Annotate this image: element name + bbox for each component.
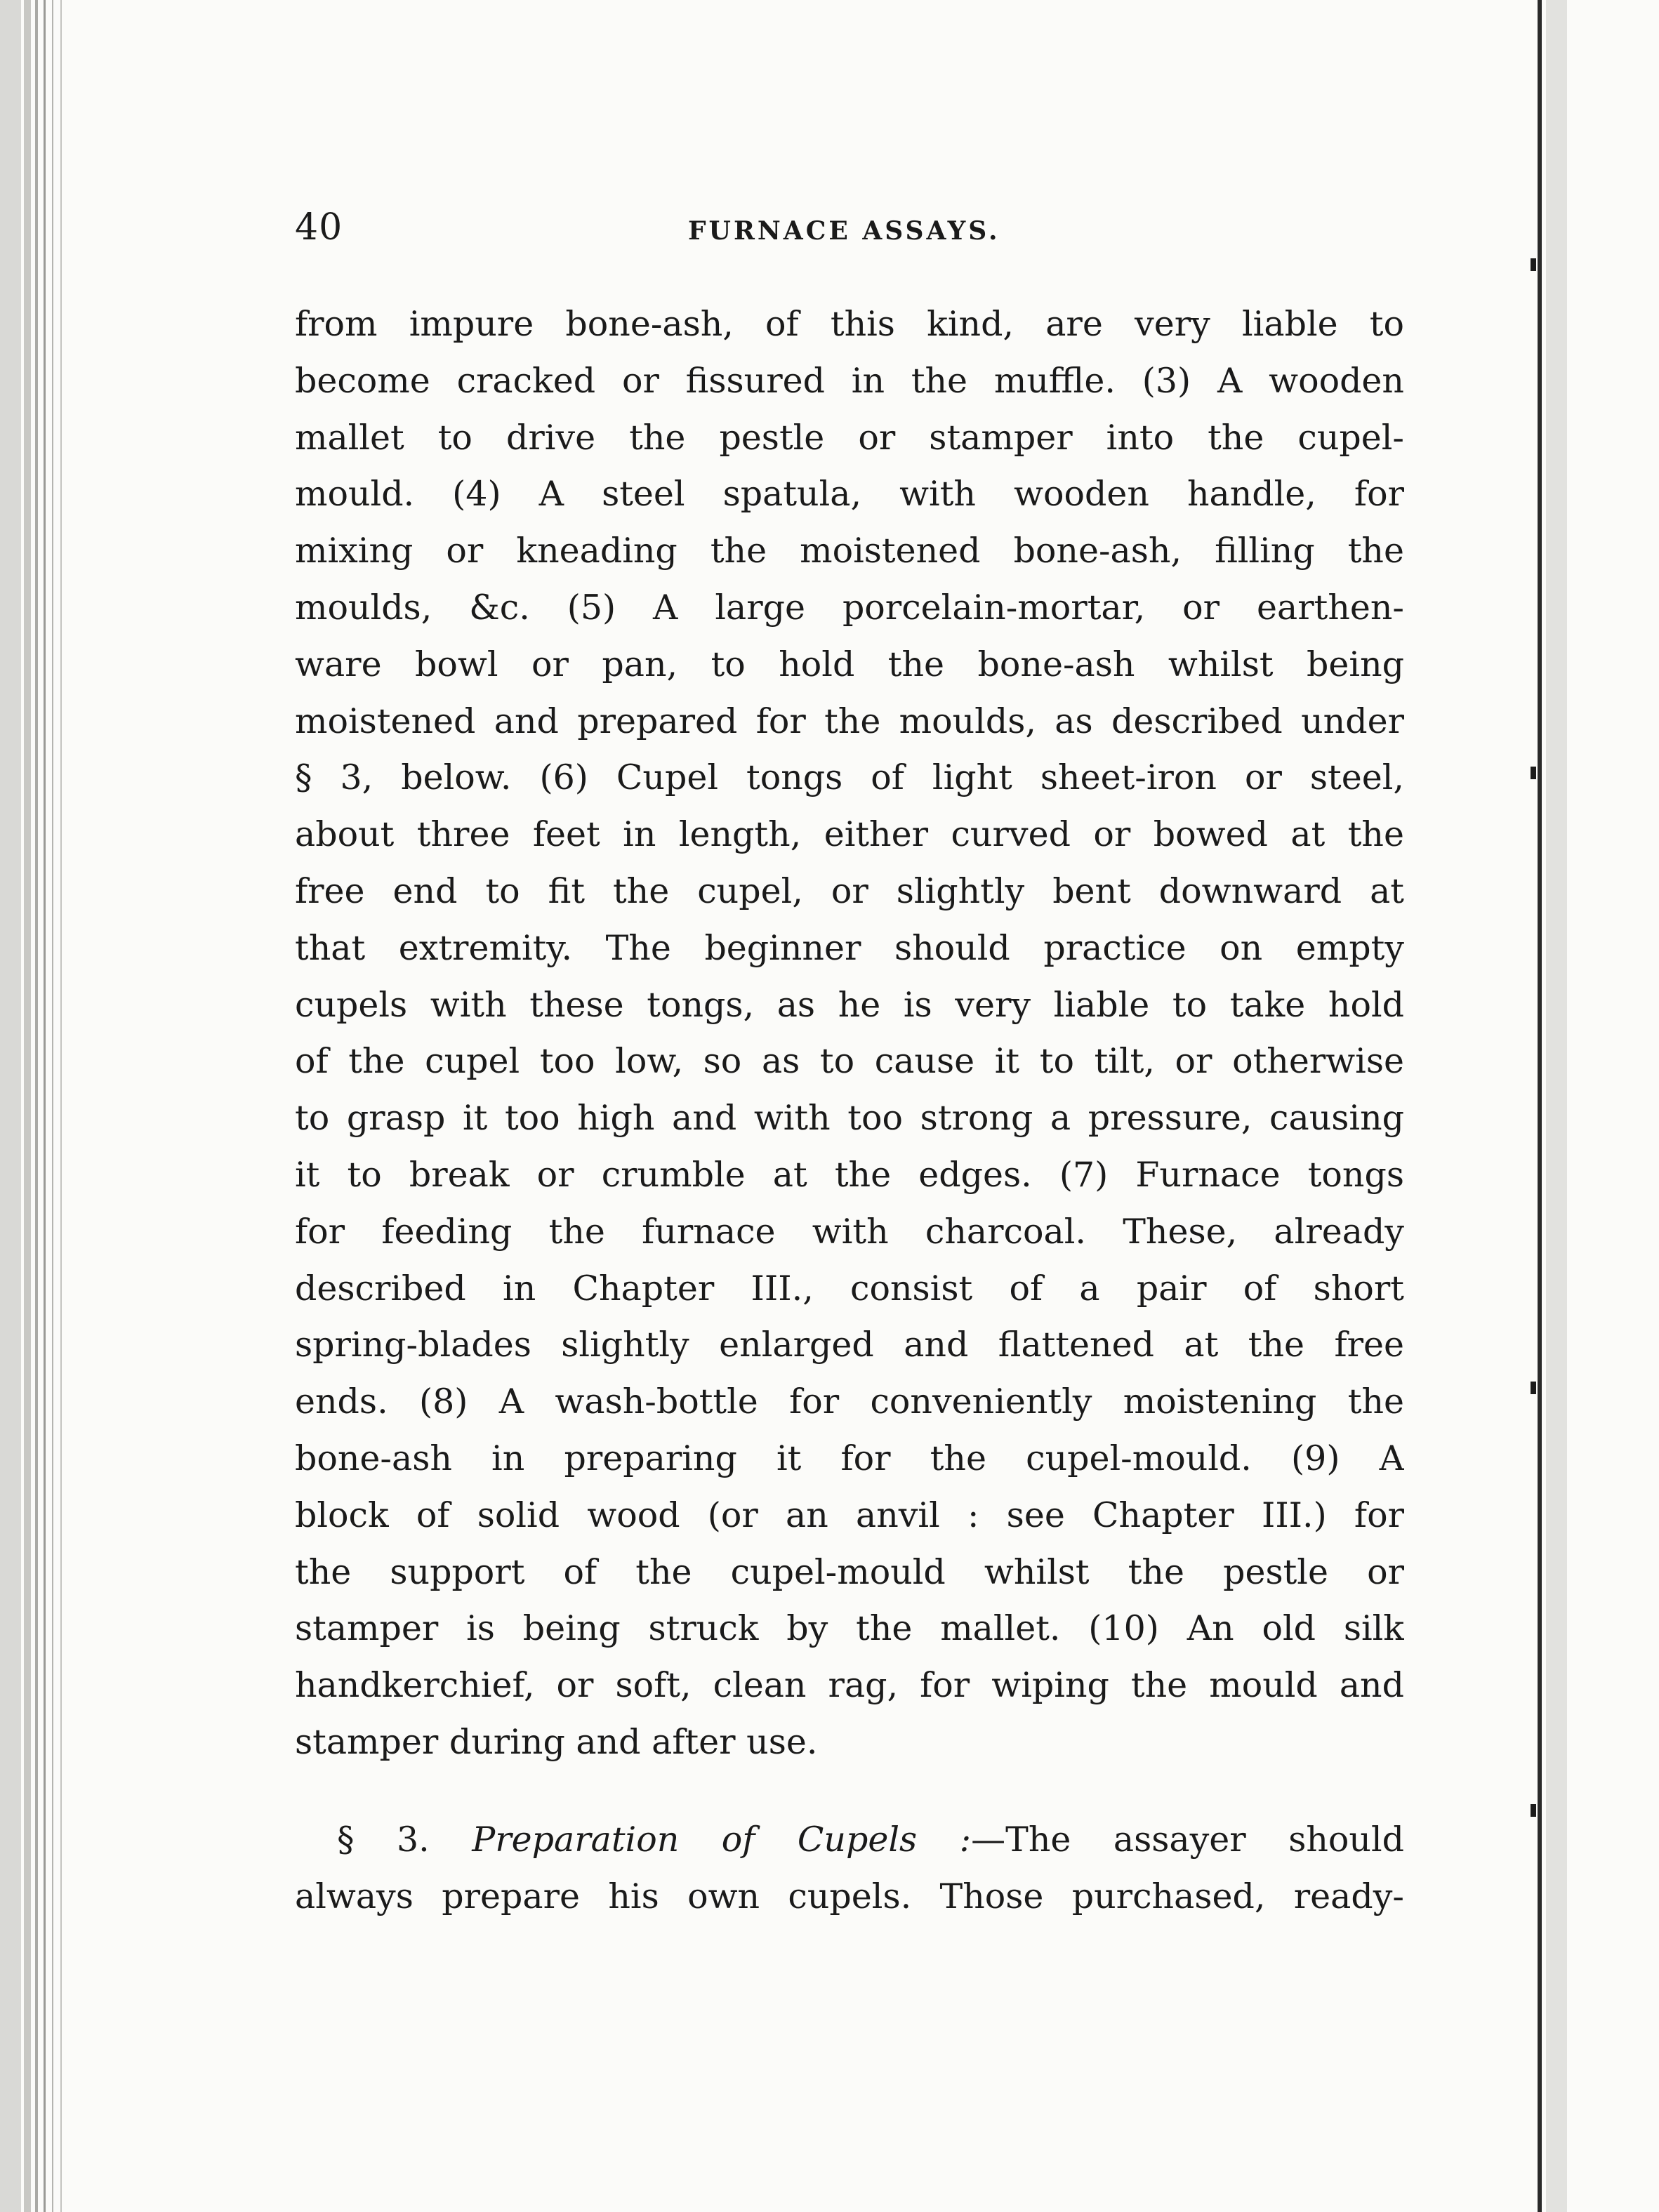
binding-edge xyxy=(35,0,38,2212)
text-line: handkerchief, or soft, clean rag, for wiping the mould and xyxy=(295,1665,1404,1706)
text-line: block of solid wood (or an anvil : see Chapter III.) for xyxy=(295,1495,1404,1535)
text-line: ends. (8) A wash-bottle for conveniently moistening the xyxy=(295,1382,1404,1422)
text-line: from impure bone-ash, of this kind, are very liable to xyxy=(295,304,1404,344)
text-line: that extremity. The beginner should practice on empty xyxy=(295,927,1404,968)
text-line: the support of the cupel-mould whilst the pestle or xyxy=(295,1551,1404,1592)
text-line: about three feet in length, either curved or bowed at the xyxy=(295,814,1404,855)
binding-edge xyxy=(44,0,46,2212)
text-line: cupels with these tongs, as he is very liable to take hold xyxy=(295,984,1404,1025)
text-line: ware bowl or pan, to hold the bone-ash whilst being xyxy=(295,644,1404,684)
text-line: for feeding the furnace with charcoal. These, already xyxy=(295,1211,1404,1252)
text-line: § 3, below. (6) Cupel tongs of light sheet-iron or steel, xyxy=(295,757,1404,798)
edge-mark xyxy=(1531,1382,1536,1394)
edge-mark xyxy=(1531,258,1536,271)
text-line: mould. (4) A steel spatula, with wooden handle, for xyxy=(295,474,1404,515)
section-mark: § 3. xyxy=(337,1819,430,1860)
text-line: mixing or kneading the moistened bone-ash, filling the xyxy=(295,531,1404,571)
text-line: bone-ash in preparing it for the cupel-mould. (9) A xyxy=(295,1438,1404,1478)
text-run: —The assayer should xyxy=(971,1819,1404,1860)
paragraph-section-3 xyxy=(295,1812,1404,1926)
page-header xyxy=(295,197,1404,260)
right-page-edge xyxy=(1538,0,1659,2212)
section-gap xyxy=(295,1771,1404,1812)
page-content xyxy=(295,197,1404,1925)
binding-edge xyxy=(0,0,21,2212)
section-heading-line xyxy=(295,1812,1404,1869)
text-line: of the cupel too low, so as to cause it to tilt, or otherwise xyxy=(295,1041,1404,1082)
text-line: moistened and prepared for the moulds, as described under xyxy=(295,701,1404,741)
text-line: mallet to drive the pestle or stamper into the cupel- xyxy=(295,417,1404,458)
edge-mark xyxy=(1531,767,1536,779)
page-number: 40 xyxy=(295,206,343,249)
text-line: moulds, &c. (5) A large porcelain-mortar, or earthen- xyxy=(295,587,1404,628)
running-title: FURNACE ASSAYS. xyxy=(688,216,1000,246)
binding-edge xyxy=(60,0,62,2212)
text-line: described in Chapter III., consist of a pair of short xyxy=(295,1268,1404,1309)
text-line: free end to fit the cupel, or slightly bent downward at xyxy=(295,870,1404,911)
text-line: always prepare his own cupels. Those purchased, ready- xyxy=(295,1876,1404,1916)
binding-edge xyxy=(24,0,31,2212)
text-line: to grasp it too high and with too strong a pressure, causing xyxy=(295,1098,1404,1139)
section-heading: Preparation of Cupels : xyxy=(472,1819,972,1860)
text-line: stamper is being struck by the mallet. (10) An old silk xyxy=(295,1608,1404,1649)
paragraph-tools xyxy=(295,296,1404,1771)
edge-mark xyxy=(1531,1804,1536,1817)
page-edge-shadow xyxy=(1546,0,1567,2212)
binding-edge xyxy=(52,0,53,2212)
text-line: stamper during and after use. xyxy=(295,1721,818,1762)
text-line: it to break or crumble at the edges. (7) Furnace tongs xyxy=(295,1154,1404,1195)
text-line: become cracked or fissured in the muffle. (3) A wooden xyxy=(295,360,1404,401)
text-line: spring-blades slightly enlarged and flattened at the free xyxy=(295,1325,1404,1365)
